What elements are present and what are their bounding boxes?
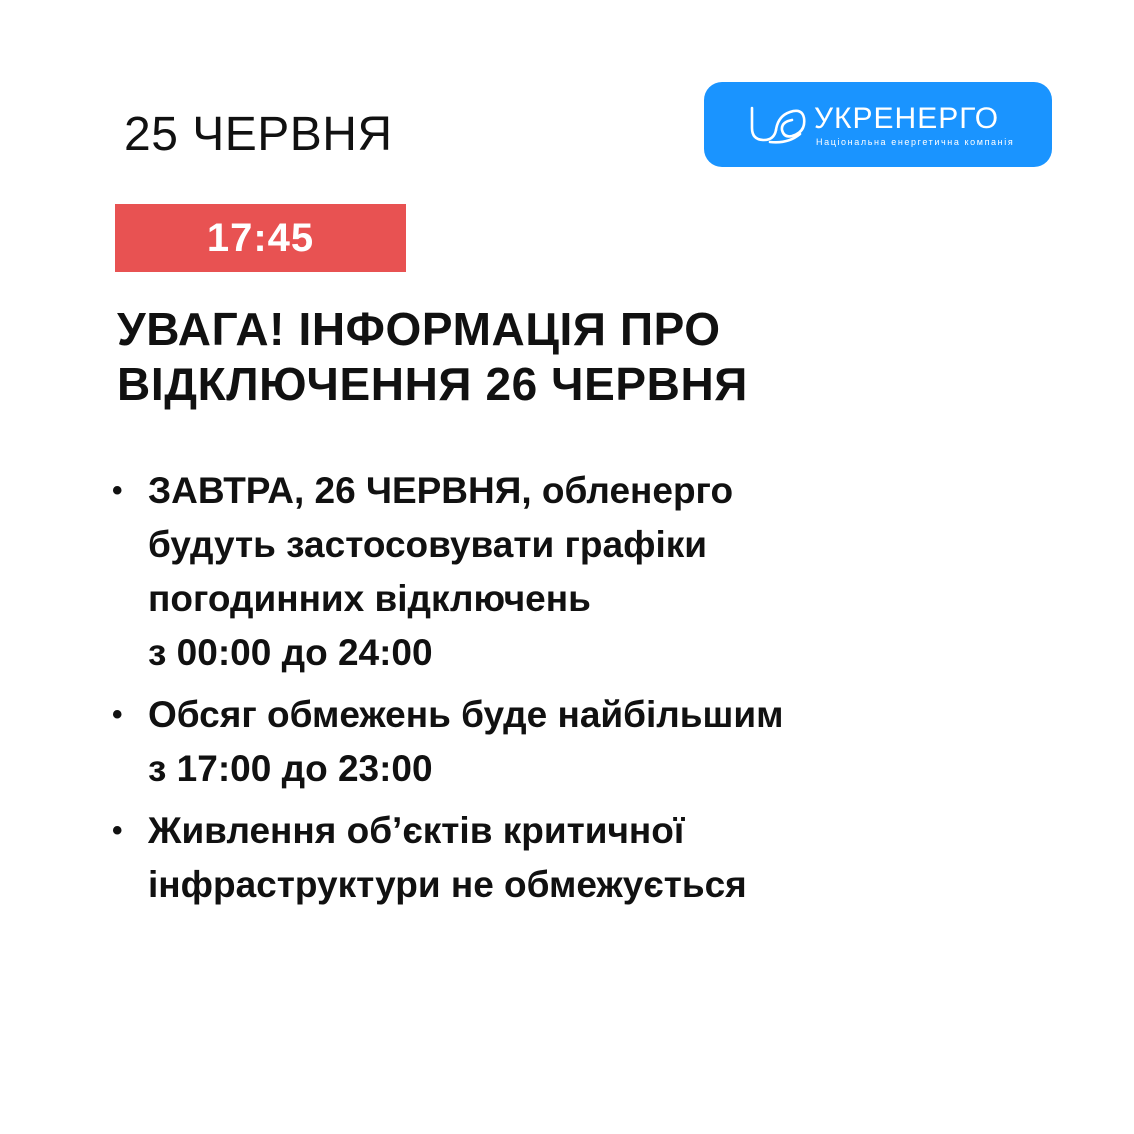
- bullet-line: інфраструктури не обмежується: [148, 864, 747, 905]
- ukrenergo-logo-mark-icon: [748, 102, 810, 146]
- bullet-item-schedule: [110, 464, 1070, 680]
- bullet-line: будуть застосовувати графіки: [148, 524, 708, 565]
- bullet-line: погодинних відключень: [148, 578, 591, 619]
- bullet-item-critical-infrastructure: [110, 804, 1070, 912]
- bullet-dot-icon: •: [112, 814, 123, 847]
- bullet-line: з 17:00 до 23:00: [148, 748, 433, 789]
- headline: [117, 302, 1017, 412]
- bullet-dot-icon: •: [112, 698, 123, 731]
- announcement-date: 25 ЧЕРВНЯ: [124, 108, 393, 161]
- bullet-item-peak-hours: [110, 688, 1070, 796]
- bullet-line: ЗАВТРА, 26 ЧЕРВНЯ, обленерго: [148, 470, 734, 511]
- bullet-line: Обсяг обмежень буде найбільшим: [148, 694, 784, 735]
- bullet-dot-icon: •: [112, 474, 123, 507]
- headline-line: УВАГА! ІНФОРМАЦІЯ ПРО: [117, 303, 721, 355]
- logo-company-name: УКРЕНЕРГО: [814, 102, 1000, 135]
- bullet-line: Живлення об’єктів критичної: [148, 810, 685, 851]
- logo-tagline: Національна енергетична компанія: [816, 137, 1015, 147]
- info-bullet-list: [110, 464, 1070, 920]
- bullet-line: з 00:00 до 24:00: [148, 632, 433, 673]
- headline-line: ВІДКЛЮЧЕННЯ 26 ЧЕРВНЯ: [117, 358, 748, 410]
- ukrenergo-logo: [704, 82, 1052, 167]
- time-badge: 17:45: [115, 204, 406, 272]
